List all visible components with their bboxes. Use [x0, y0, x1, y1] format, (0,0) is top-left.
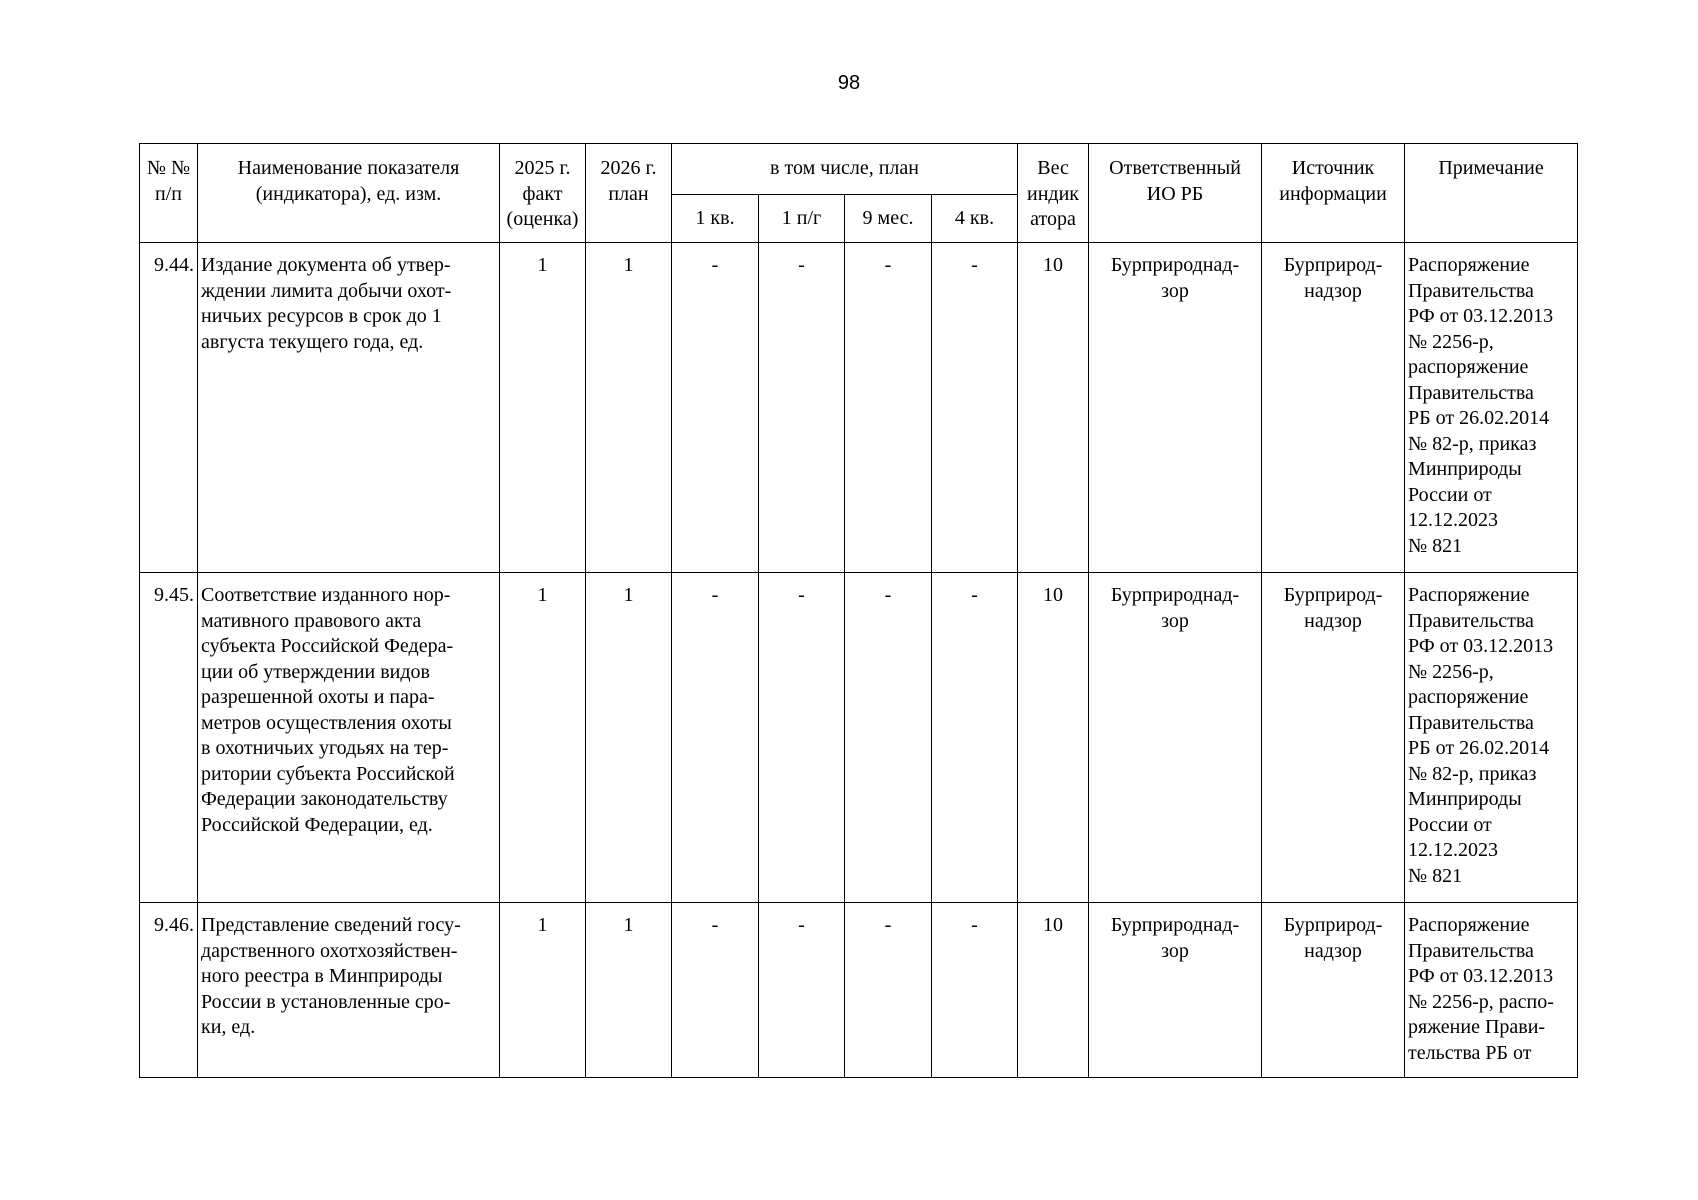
row-num: 9.44. [140, 243, 198, 573]
table-row [140, 573, 1578, 903]
header-num: № № п/п [140, 144, 198, 243]
header-note: Примечание [1405, 144, 1578, 243]
row-h1: - [759, 243, 845, 573]
header-q1: 1 кв. [672, 195, 759, 243]
row-9m: - [845, 903, 932, 1078]
row-weight: 10 [1018, 573, 1089, 903]
header-2026: 2026 г. план [586, 144, 672, 243]
row-name: Соответствие изданного нор- мативного правового акта субъекта Российской Федера- ции об утверждении видов разрешенной охоты и пара- метров осуществления охоты в охотничьих угодьях на тер- ритории субъекта Российской Федерации законодательству Российской Федерации, ед. [198, 573, 500, 903]
header-2025: 2025 г. факт (оценка) [500, 144, 586, 243]
row-weight: 10 [1018, 903, 1089, 1078]
row-name: Представление сведений госу- дарственного охотхозяйствен- ного реестра в Минприроды России в установленные сро- ки, ед. [198, 903, 500, 1078]
row-q1: - [672, 903, 759, 1078]
row-note: Распоряжение Правительства РФ от 03.12.2013 № 2256-р, распо- ряжение Прави- тельства РБ от [1405, 903, 1578, 1078]
row-responsible: Бурприроднад- зор [1089, 903, 1262, 1078]
row-weight: 10 [1018, 243, 1089, 573]
row-9m: - [845, 243, 932, 573]
row-q1: - [672, 573, 759, 903]
header-weight: Вес индик атора [1018, 144, 1089, 243]
row-num: 9.46. [140, 903, 198, 1078]
row-q4: - [932, 243, 1018, 573]
row-2025: 1 [500, 903, 586, 1078]
row-name: Издание документа об утвер- ждении лимита добычи охот- ничьих ресурсов в срок до 1 августа текущего года, ед. [198, 243, 500, 573]
row-2026: 1 [586, 903, 672, 1078]
header-plan-group: в том числе, план [672, 144, 1018, 195]
row-2026: 1 [586, 573, 672, 903]
row-responsible: Бурприроднад- зор [1089, 243, 1262, 573]
row-source: Бурприрод- надзор [1262, 243, 1405, 573]
header-q4: 4 кв. [932, 195, 1018, 243]
row-q1: - [672, 243, 759, 573]
row-source: Бурприрод- надзор [1262, 903, 1405, 1078]
row-2025: 1 [500, 573, 586, 903]
row-source: Бурприрод- надзор [1262, 573, 1405, 903]
row-2025: 1 [500, 243, 586, 573]
header-name: Наименование показателя (индикатора), ед. изм. [198, 144, 500, 243]
row-h1: - [759, 903, 845, 1078]
row-q4: - [932, 903, 1018, 1078]
row-h1: - [759, 573, 845, 903]
page-number: 98 [837, 72, 861, 94]
row-9m: - [845, 573, 932, 903]
row-note: Распоряжение Правительства РФ от 03.12.2013 № 2256-р, распоряжение Правительства РБ от 26.02.2014 № 82-р, приказ Минприроды России от 12.12.2023 № 821 [1405, 573, 1578, 903]
header-9m: 9 мес. [845, 195, 932, 243]
table-header-row [140, 144, 1578, 195]
row-2026: 1 [586, 243, 672, 573]
row-note: Распоряжение Правительства РФ от 03.12.2013 № 2256-р, распоряжение Правительства РБ от 26.02.2014 № 82-р, приказ Минприроды России от 12.12.2023 № 821 [1405, 243, 1578, 573]
table-row [140, 243, 1578, 573]
row-responsible: Бурприроднад- зор [1089, 573, 1262, 903]
indicators-table [139, 143, 1578, 1078]
row-q4: - [932, 573, 1018, 903]
row-num: 9.45. [140, 573, 198, 903]
table-row [140, 903, 1578, 1078]
header-h1: 1 п/г [759, 195, 845, 243]
header-source: Источник информации [1262, 144, 1405, 243]
header-responsible: Ответственный ИО РБ [1089, 144, 1262, 243]
